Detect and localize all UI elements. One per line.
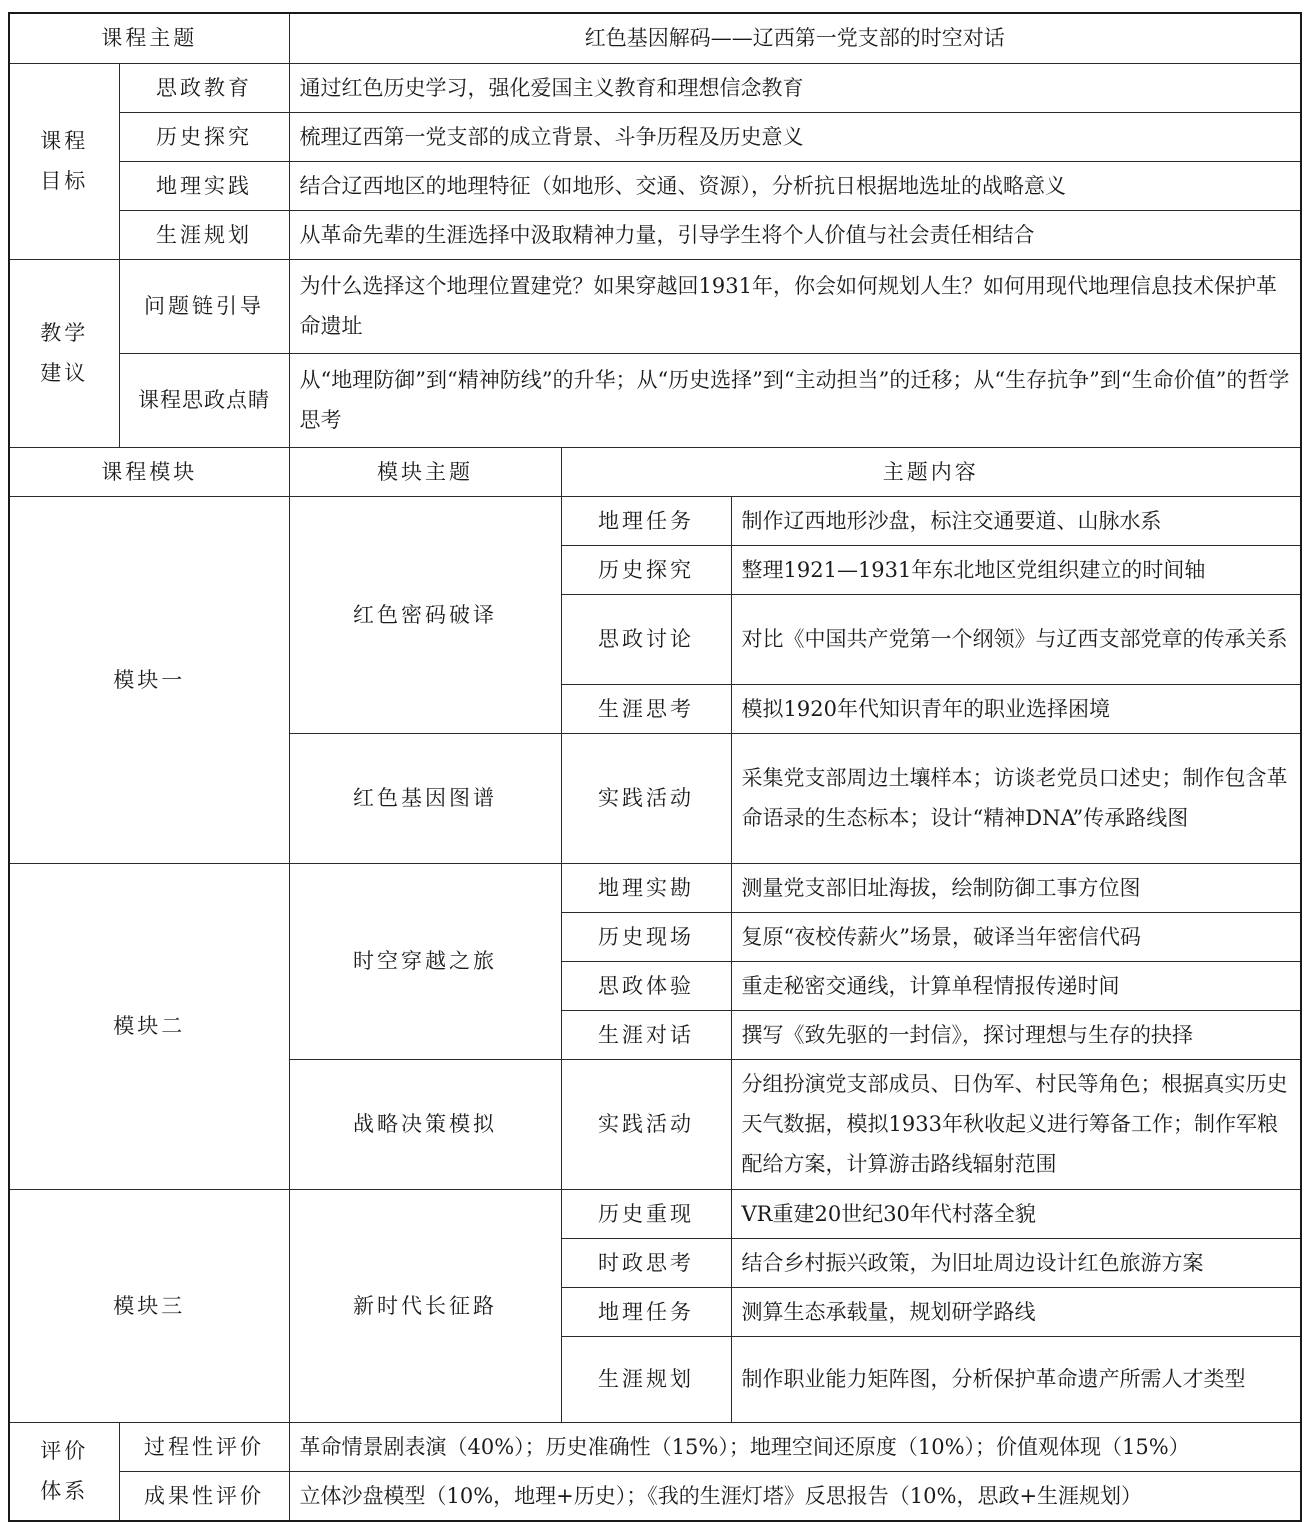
task-type: 思政体验 [561,961,731,1010]
objective-name: 生涯规划 [119,210,289,259]
task-type: 历史现场 [561,912,731,961]
task-text: 复原“夜校传薪火”场景，破译当年密信代码 [731,912,1301,961]
objective-row [9,63,1301,112]
suggestion-name: 课程思政点睛 [119,353,289,447]
task-type: 历史重现 [561,1189,731,1238]
task-row [9,863,1301,912]
task-text: 制作职业能力矩阵图，分析保护革命遗产所需人才类型 [731,1336,1301,1422]
task-type: 地理实勘 [561,863,731,912]
objective-text: 通过红色历史学习，强化爱国主义教育和理想信念教育 [289,63,1301,112]
task-text: 采集党支部周边土壤样本；访谈老党员口述史；制作包含革命语录的生态标本；设计“精神DNA”传承路线图 [731,733,1301,863]
suggestion-text: 为什么选择这个地理位置建党？如果穿越回1931年，你会如何规划人生？如何用现代地理信息技术保护革命遗址 [289,259,1301,353]
suggestion-name: 问题链引导 [119,259,289,353]
task-type: 思政讨论 [561,594,731,684]
modules-header-theme: 模块主题 [289,447,561,496]
objective-row [9,161,1301,210]
module-theme: 红色基因图谱 [289,733,561,863]
module-theme: 新时代长征路 [289,1189,561,1422]
suggestion-row [9,353,1301,447]
task-text: 整理1921—1931年东北地区党组织建立的时间轴 [731,545,1301,594]
suggestions-label: 教学建议 [9,259,119,447]
modules-header-content: 主题内容 [561,447,1301,496]
module-theme: 红色密码破译 [289,496,561,733]
task-text: VR重建20世纪30年代村落全貌 [731,1189,1301,1238]
objective-name: 历史探究 [119,112,289,161]
task-text: 重走秘密交通线，计算单程情报传递时间 [731,961,1301,1010]
task-type: 历史探究 [561,545,731,594]
objective-text: 结合辽西地区的地理特征（如地形、交通、资源），分析抗日根据地选址的战略意义 [289,161,1301,210]
task-type: 实践活动 [561,1059,731,1189]
course-topic-row [9,13,1301,63]
objective-name: 思政教育 [119,63,289,112]
task-row [9,496,1301,545]
objective-text: 梳理辽西第一党支部的成立背景、斗争历程及历史意义 [289,112,1301,161]
task-text: 结合乡村振兴政策，为旧址周边设计红色旅游方案 [731,1238,1301,1287]
evaluation-text: 立体沙盘模型（10%，地理+历史）；《我的生涯灯塔》反思报告（10%，思政+生涯规划） [289,1471,1301,1521]
objective-name: 地理实践 [119,161,289,210]
objective-row [9,210,1301,259]
task-type: 生涯规划 [561,1336,731,1422]
course-topic-value: 红色基因解码——辽西第一党支部的时空对话 [289,13,1301,63]
task-type: 生涯对话 [561,1010,731,1059]
task-type: 实践活动 [561,733,731,863]
curriculum-sheet [8,12,1300,1522]
modules-header-row [9,447,1301,496]
module-name: 模块一 [9,496,289,863]
task-text: 测量党支部旧址海拔，绘制防御工事方位图 [731,863,1301,912]
suggestion-row [9,259,1301,353]
evaluation-row [9,1471,1301,1521]
suggestion-text: 从“地理防御”到“精神防线”的升华；从“历史选择”到“主动担当”的迁移；从“生存抗争”到“生命价值”的哲学思考 [289,353,1301,447]
objective-text: 从革命先辈的生涯选择中汲取精神力量，引导学生将个人价值与社会责任相结合 [289,210,1301,259]
task-text: 制作辽西地形沙盘，标注交通要道、山脉水系 [731,496,1301,545]
evaluation-name: 成果性评价 [119,1471,289,1521]
modules-header-module: 课程模块 [9,447,289,496]
module-theme: 时空穿越之旅 [289,863,561,1059]
evaluation-label: 评价体系 [9,1422,119,1521]
task-text: 测算生态承载量，规划研学路线 [731,1287,1301,1336]
curriculum-table [8,12,1302,1522]
task-type: 时政思考 [561,1238,731,1287]
evaluation-name: 过程性评价 [119,1422,289,1471]
objective-row [9,112,1301,161]
task-row [9,1189,1301,1238]
task-type: 地理任务 [561,496,731,545]
task-type: 地理任务 [561,1287,731,1336]
module-theme: 战略决策模拟 [289,1059,561,1189]
objectives-label: 课程目标 [9,63,119,259]
task-text: 撰写《致先驱的一封信》，探讨理想与生存的抉择 [731,1010,1301,1059]
task-type: 生涯思考 [561,684,731,733]
module-name: 模块三 [9,1189,289,1422]
evaluation-text: 革命情景剧表演（40%）；历史准确性（15%）；地理空间还原度（10%）；价值观体现（15%） [289,1422,1301,1471]
task-text: 模拟1920年代知识青年的职业选择困境 [731,684,1301,733]
task-text: 对比《中国共产党第一个纲领》与辽西支部党章的传承关系 [731,594,1301,684]
evaluation-row [9,1422,1301,1471]
course-topic-label: 课程主题 [9,13,289,63]
module-name: 模块二 [9,863,289,1189]
task-text: 分组扮演党支部成员、日伪军、村民等角色；根据真实历史天气数据，模拟1933年秋收起义进行筹备工作；制作军粮配给方案，计算游击路线辐射范围 [731,1059,1301,1189]
